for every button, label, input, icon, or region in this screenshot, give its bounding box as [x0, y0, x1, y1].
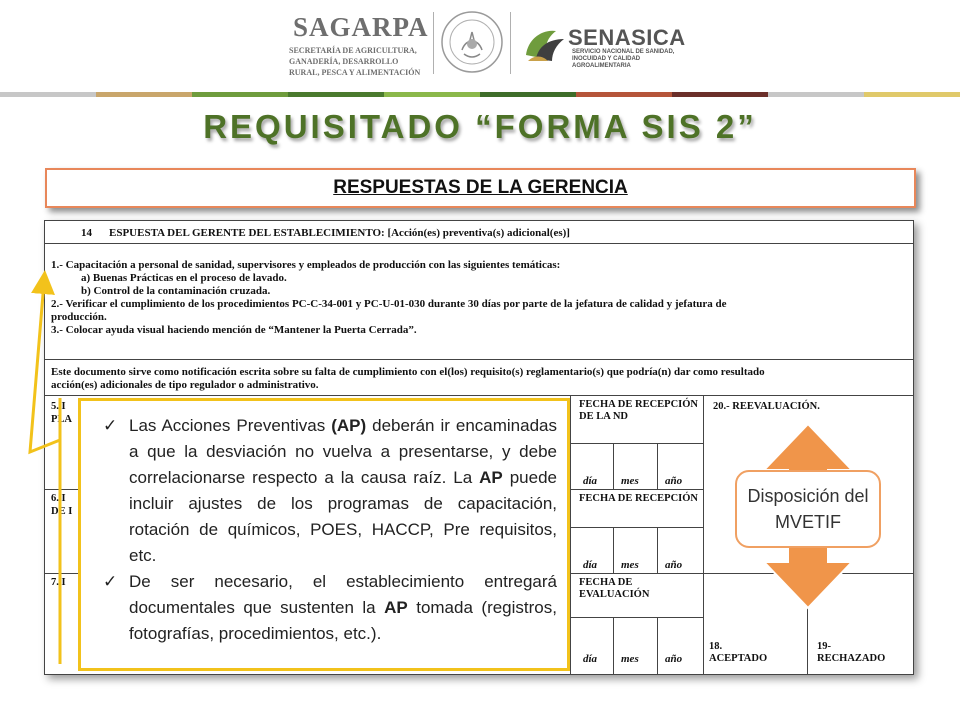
- left-label-fragment: 7. I: [51, 577, 66, 588]
- answer-line: producción.: [51, 311, 107, 323]
- date-label-mes: mes: [621, 559, 639, 571]
- left-label-fragment: DE I: [51, 506, 73, 517]
- left-label-fragment: 6. I: [51, 493, 66, 504]
- date-label-mes: mes: [621, 475, 639, 487]
- answer-line: 2.- Verificar el cumplimiento de los procedimientos PC-C-34-001 y PC-U-01-030 durante 30 días por parte de la jefatura de calidad y jefatura de: [51, 298, 727, 310]
- senasica-logo-subtitle: SERVICIO NACIONAL DE SANIDAD, INOCUIDAD Y CALIDAD AGROALIMENTARIA: [572, 49, 675, 69]
- date-label-mes: mes: [621, 653, 639, 665]
- date-label-ano: año: [665, 653, 683, 665]
- notice-line: Este documento sirve como notificación escrita sobre su falta de cumplimiento con el(los) requisito(s) reglamentario(s) que podría(n) dar como resultado: [51, 366, 765, 378]
- page-title: REQUISITADO “FORMA SIS 2”: [203, 108, 757, 145]
- date-label-ano: año: [665, 559, 683, 571]
- date-label-ano: año: [665, 475, 683, 487]
- answer-line: 3.- Colocar ayuda visual haciendo mención de “Mantener la Puerta Cerrada”.: [51, 324, 417, 336]
- section-banner: RESPUESTAS DE LA GERENCIA: [45, 168, 916, 208]
- callout-box: [78, 398, 570, 671]
- fecha-evaluacion-label: FECHA DE EVALUACIÓN: [579, 577, 650, 600]
- senasica-logo-title: SENASICA: [568, 25, 686, 50]
- callout-bullet: [93, 569, 557, 647]
- answer-line: a) Buenas Prácticas en el proceso de lavado.: [81, 272, 287, 284]
- checkmark-icon: ✓: [103, 572, 118, 591]
- left-label-fragment: PLA: [51, 414, 72, 425]
- callout-bullet-text: Las Acciones Preventivas (AP) deberán ir encaminadas a que la desviación no vuelva a presentarse, y debe correlacionarse respecto a la causa raíz. La AP puede incluir ajustes de los programas de capacitación, rotación de químicos, POES, HACCP, Pre requisitos, etc.: [129, 416, 557, 565]
- date-label-dia: día: [583, 475, 598, 487]
- checkmark-icon: ✓: [103, 416, 118, 435]
- sagarpa-logo-title: SAGARPA: [293, 12, 429, 42]
- notice-line: acción(es) adicionales de tipo regulador o administrativo.: [51, 379, 319, 391]
- aceptado-label: 18. ACEPTADO: [709, 641, 768, 664]
- row-14-heading: ESPUESTA DEL GERENTE DEL ESTABLECIMIENTO: [Acción(es) preventiva(s) adicional(es)]: [109, 227, 570, 239]
- answer-line: 1.- Capacitación a personal de sanidad, supervisores y empleados de producción con las siguientes temáticas:: [51, 259, 561, 271]
- fecha-recepcion-label: FECHA DE RECEPCIÓN: [579, 493, 699, 504]
- fecha-recepcion-nd-label: FECHA DE RECEPCIÓN DE LA ND: [579, 399, 699, 422]
- date-label-dia: día: [583, 559, 598, 571]
- callout-bullet-text: De ser necesario, el establecimiento entregará documentales que sustenten la AP tomada (registros, fotografías, procedimientos, etc.).: [129, 572, 557, 643]
- left-label-fragment: 5. I: [51, 401, 66, 412]
- rechazado-label: 19- RECHAZADO: [817, 641, 886, 664]
- row-14-number: 14: [81, 227, 92, 239]
- disposicion-box: Disposición del MVETIF: [735, 470, 881, 548]
- date-label-dia: día: [583, 653, 598, 665]
- sagarpa-logo-subtitle: SECRETARÍA DE AGRICULTURA, GANADERÍA, DESARROLLO RURAL, PESCA Y ALIMENTACIÓN: [289, 46, 421, 77]
- reevaluacion-label: 20.- REEVALUACIÓN.: [713, 401, 820, 412]
- answer-line: b) Control de la contaminación cruzada.: [81, 285, 271, 297]
- callout-bullet: [93, 413, 557, 569]
